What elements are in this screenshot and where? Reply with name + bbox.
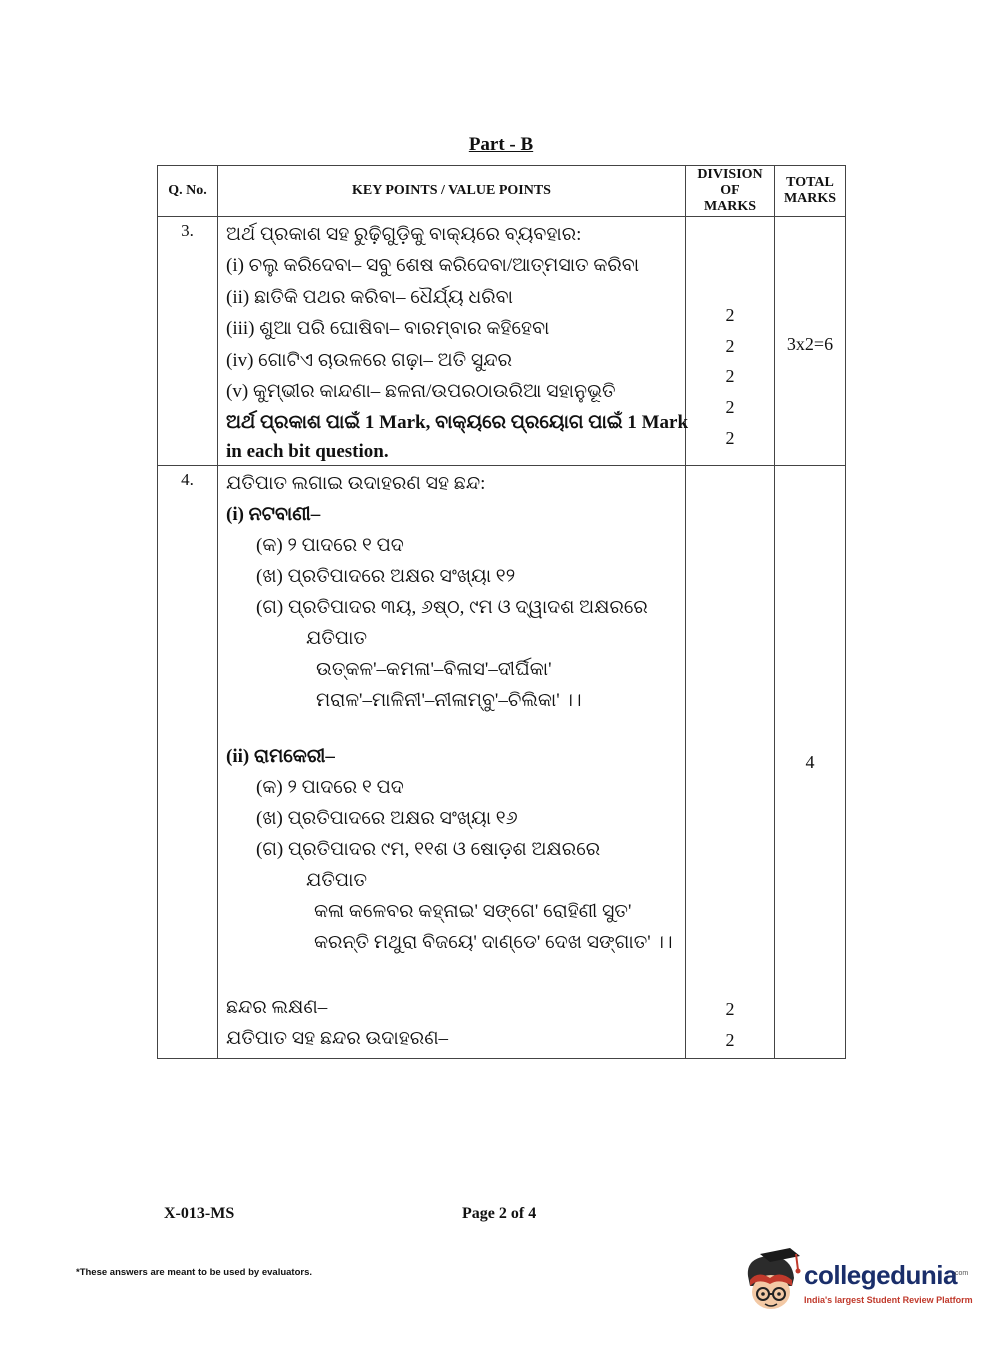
key-points-q3 [218, 217, 689, 466]
total-mark: 3x2=6 [786, 334, 834, 354]
q3-heading: ଅର୍ଥ ପ୍ରକାଶ ସହ ରୁଢ଼ିଗୁଡ଼ିକୁ ବାକ୍ୟରେ ବ୍ୟବହାର: [226, 224, 582, 245]
division-marks-q4 [686, 465, 775, 1058]
table-header-row [158, 166, 846, 217]
table-row-q4 [158, 465, 846, 1058]
logo-tagline: India's largest Student Review Platform [804, 1295, 973, 1305]
spacer [226, 716, 677, 741]
mascot-icon [740, 1248, 802, 1318]
q3-item: (iv) ଗୋଟିଏ ଚାଉଳରେ ଗଢ଼ା– ଅତି ସୁନ୍ଦର [226, 349, 512, 371]
question-number: 4. [158, 465, 218, 1058]
header-division-line: MARKS [703, 199, 757, 214]
q4-heading: ଯତିପାତ ଲଗାଇ ଉଦାହରଣ ସହ ଛନ୍ଦ: [226, 472, 486, 494]
division-mark: 2 [725, 998, 735, 1019]
marking-scheme-table [157, 165, 846, 1059]
header-total-line: TOTAL [786, 175, 834, 190]
division-mark: 2 [725, 397, 735, 417]
q3-item: (ii) ଛାତିକି ପଥର କରିବା– ଧୈର୍ଯ୍ୟ ଧରିବା [226, 286, 513, 308]
q4-yatipata: ଯତିପାତ [306, 627, 367, 649]
q4-final-line: ଛନ୍ଦର ଲକ୍ଷଣ– [226, 996, 328, 1018]
header-division-line: DIVISION [697, 167, 763, 182]
logo-domain: .com [953, 1270, 969, 1277]
q4-sub-item: (ଗ) ପ୍ରତିପାଦର ୩ୟ, ୬ଷ୍ଠ, ୯ମ ଓ ଦ୍ୱାଦଶ ଅକ୍ଷରରେ [256, 596, 648, 618]
header-total-line: MARKS [783, 191, 837, 206]
q4-sub-item: (କ) ୨ ପାଦରେ ୧ ପଦ [256, 776, 404, 798]
q4-yatipata: ଯତିପାତ [306, 869, 367, 891]
total-marks-q4 [775, 465, 846, 1058]
q4-sub-item: (ଗ) ପ୍ରତିପାଦର ୯ମ, ୧୧ଶ ଓ ଷୋଡ଼ଶ ଅକ୍ଷରରେ [256, 838, 601, 860]
page-number: Page 2 of 4 [462, 1205, 537, 1222]
q3-marking-note: ଅର୍ଥ ପ୍ରକାଶ ପାଇଁ 1 Mark, ବାକ୍ୟରେ ପ୍ରୟୋଗ ପାଇଁ 1 Mark [226, 412, 689, 434]
q4-final-line: ଯତିପାତ ସହ ଛନ୍ଦର ଉଦାହରଣ– [226, 1027, 449, 1049]
division-mark: 2 [725, 1029, 735, 1050]
evaluator-note: *These answers are meant to be used by evaluators. [76, 1267, 313, 1278]
document-code: X-013-MS [164, 1205, 235, 1222]
q4-sub-item: (ଖ) ପ୍ରତିପାଦରେ ଅକ୍ଷର ସଂଖ୍ୟା ୧୨ [256, 565, 516, 587]
q4-example-line: କଳା କଳେବର କହ୍ନାଇ' ସଙ୍ଗେ' ରୋହିଣୀ ସୁତ' [314, 900, 632, 922]
q4-example-line: ମରାଳ'–ମାଳିନୀ'–ନୀଳାମ୍ବୁ'–ଚିଲିକା' ।। [316, 689, 582, 711]
header-division-line: OF [720, 183, 740, 198]
total-mark: 4 [805, 751, 815, 772]
q3-item: (v) କୁମ୍ଭୀର କାନ୍ଦଣା– ଛଳନା/ଉପରଠାଉରିଆ ସହାନୁଭୂତି [226, 380, 616, 402]
header-qno: Q. No. [158, 166, 218, 217]
q4-sub-title: (ii) ରାମକେରୀ– [226, 745, 335, 767]
q4-sub-title: (i) ନଟବାଣୀ– [226, 503, 321, 525]
q4-example-line: କରନ୍ତି ମଥୁରା ବିଜୟେ' ଦାଣ୍ଡେ' ଦେଖ ସଙ୍ଗାତ' ।। [314, 931, 673, 953]
q3-marking-note: in each bit question. [226, 440, 389, 462]
part-title: Part - B [468, 134, 534, 155]
q4-example-line: ଉତ୍କଳ'–କମଳା'–ବିଳାସ'–ଦୀର୍ଘିକା' [316, 658, 552, 680]
header-key-points: KEY POINTS / VALUE POINTS [218, 166, 686, 217]
question-number: 3. [158, 217, 218, 466]
q4-sub-item: (ଖ) ପ୍ରତିପାଦରେ ଅକ୍ଷର ସଂଖ୍ୟା ୧୬ [256, 807, 518, 829]
division-mark: 2 [725, 305, 735, 325]
q4-sub-item: (କ) ୨ ପାଦରେ ୧ ପଦ [256, 534, 404, 556]
table-row-q3 [158, 217, 846, 466]
q3-item: (i) ଚଲୁ କରିଦେବା– ସବୁ ଶେଷ କରିଦେବା/ଆତ୍ମସାତ କରିବା [226, 255, 640, 277]
logo-wordmark: collegedunia [804, 1260, 957, 1290]
header-total-marks [775, 166, 846, 217]
division-mark: 2 [725, 366, 735, 386]
division-mark: 2 [725, 336, 735, 356]
division-marks-q3 [686, 217, 775, 466]
header-division-of-marks [686, 166, 775, 217]
collegedunia-logo[interactable] [740, 1248, 975, 1318]
key-points-q4 [218, 465, 686, 1058]
spacer [226, 958, 677, 992]
total-marks-q3 [775, 217, 846, 466]
division-mark: 2 [725, 428, 735, 448]
q3-item: (iii) ଶୁଆ ପରି ଘୋଷିବା– ବାରମ୍ବାର କହିହେବା [226, 318, 550, 340]
